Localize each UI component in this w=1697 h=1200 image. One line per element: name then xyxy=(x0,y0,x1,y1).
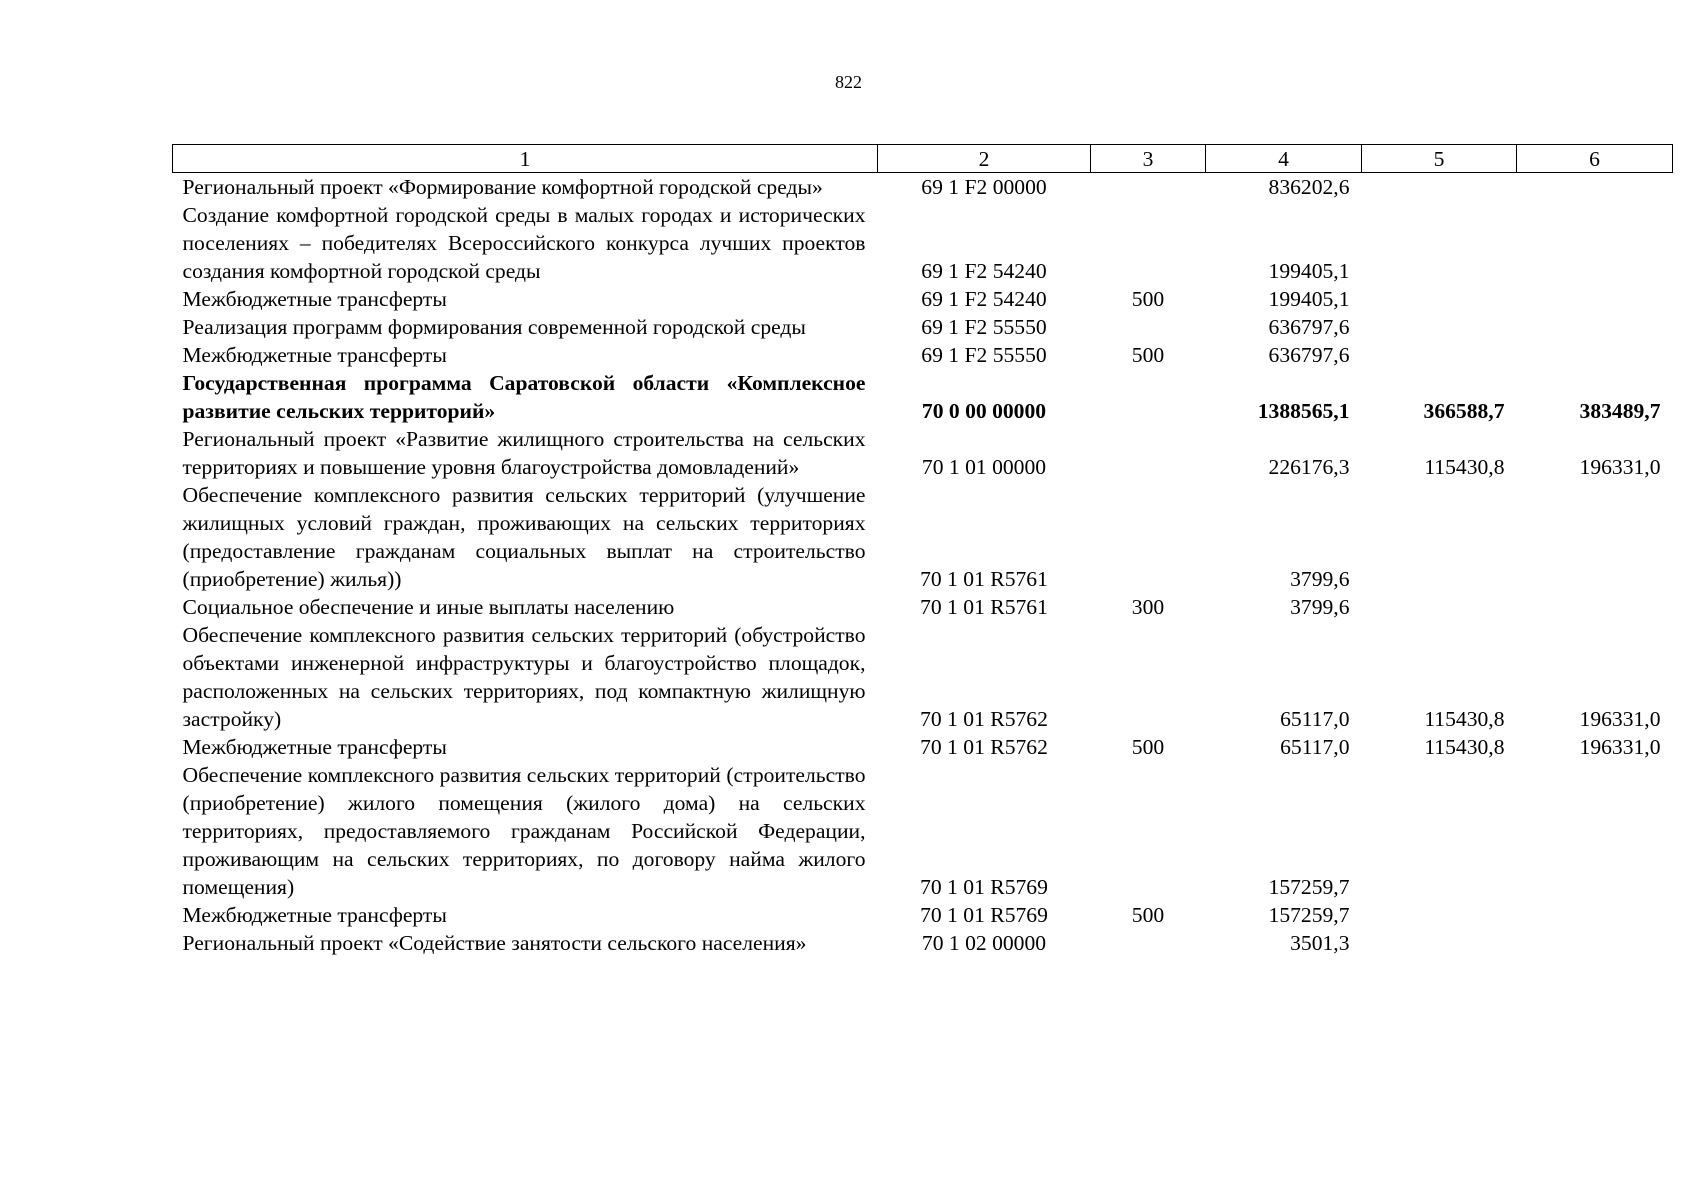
row-description: Межбюджетные трансферты xyxy=(182,287,447,311)
amount-column-5-cell xyxy=(1362,285,1517,313)
table-row xyxy=(173,621,1673,733)
amount-column-6-cell xyxy=(1517,593,1673,621)
amount-column-5-cell: 366588,7 xyxy=(1423,399,1505,423)
row-description: Межбюджетные трансферты xyxy=(182,903,447,927)
amount-column-4-cell: 3501,3 xyxy=(1290,931,1350,955)
table-row xyxy=(173,173,1673,202)
amount-column-4-cell: 199405,1 xyxy=(1268,287,1350,311)
expense-type-cell xyxy=(1091,369,1206,425)
row-description: Обеспечение комплексного развития сельских территорий (улучшение жилищных условий граждан, проживающих на сельских территориях (предоставление гражданам социальных выплат на строительство (приобретение) жилья)) xyxy=(182,483,866,591)
table-row xyxy=(173,593,1673,621)
expense-type-cell xyxy=(1091,481,1206,593)
column-header: 4 xyxy=(1206,145,1362,173)
table-row xyxy=(173,201,1673,285)
amount-column-6-cell xyxy=(1517,901,1673,929)
amount-column-5-cell xyxy=(1362,341,1517,369)
target-code-cell: 69 1 F2 00000 xyxy=(921,175,1047,199)
row-description: Создание комфортной городской среды в малых городах и исторических поселениях – победителях Всероссийского конкурса лучших проектов создания комфортной городской среды xyxy=(182,203,866,283)
row-description: Государственная программа Саратовской области «Комплексное развитие сельских территорий» xyxy=(182,371,866,423)
amount-column-4-cell: 157259,7 xyxy=(1268,903,1350,927)
column-header: 3 xyxy=(1091,145,1206,173)
table-row xyxy=(173,425,1673,481)
table-row xyxy=(173,285,1673,313)
row-description: Обеспечение комплексного развития сельских территорий (строительство (приобретение) жилого помещения (жилого дома) на сельских территориях, предоставляемого гражданам Российской Федерации, проживающим на сельских территориях, по договору найма жилого помещения) xyxy=(182,763,866,899)
amount-column-4-cell: 836202,6 xyxy=(1268,175,1350,199)
amount-column-4-cell: 157259,7 xyxy=(1268,875,1350,899)
row-description: Региональный проект «Развитие жилищного строительства на сельских территориях и повышение уровня благоустройства домовладений» xyxy=(182,427,866,479)
table-header xyxy=(173,145,1673,173)
table-row xyxy=(173,733,1673,761)
expense-type-cell xyxy=(1091,173,1206,202)
amount-column-5-cell xyxy=(1362,761,1517,901)
expense-type-cell xyxy=(1091,621,1206,733)
page-number: 822 xyxy=(835,72,862,92)
row-description: Социальное обеспечение и иные выплаты населению xyxy=(182,595,675,619)
column-header: 1 xyxy=(173,145,878,173)
target-code-cell: 69 1 F2 55550 xyxy=(921,315,1047,339)
amount-column-4-cell: 3799,6 xyxy=(1290,567,1350,591)
row-description: Реализация программ формирования современной городской среды xyxy=(182,315,806,339)
target-code-cell: 69 1 F2 54240 xyxy=(921,259,1047,283)
row-description: Региональный проект «Формирование комфортной городской среды» xyxy=(182,175,823,199)
table-row xyxy=(173,481,1673,593)
amount-column-5-cell xyxy=(1362,481,1517,593)
amount-column-6-cell xyxy=(1517,481,1673,593)
expense-type-cell xyxy=(1091,425,1206,481)
target-code-cell: 70 1 01 00000 xyxy=(921,455,1047,479)
expense-type-cell: 300 xyxy=(1131,595,1165,619)
target-code-cell: 70 1 01 R5762 xyxy=(920,735,1048,759)
target-code-cell: 70 1 01 R5761 xyxy=(920,595,1048,619)
amount-column-5-cell xyxy=(1362,201,1517,285)
expense-type-cell: 500 xyxy=(1131,287,1165,311)
expense-type-cell xyxy=(1091,761,1206,901)
expense-type-cell: 500 xyxy=(1131,735,1165,759)
row-description: Межбюджетные трансферты xyxy=(182,343,447,367)
amount-column-5-cell: 115430,8 xyxy=(1424,735,1505,759)
amount-column-4-cell: 3799,6 xyxy=(1290,595,1350,619)
column-header: 6 xyxy=(1517,145,1673,173)
amount-column-5-cell xyxy=(1362,929,1517,957)
amount-column-4-cell: 1388565,1 xyxy=(1257,399,1350,423)
amount-column-4-cell: 65117,0 xyxy=(1280,707,1350,731)
table-row xyxy=(173,341,1673,369)
column-header: 2 xyxy=(878,145,1091,173)
target-code-cell: 70 0 00 00000 xyxy=(921,399,1047,423)
amount-column-4-cell: 65117,0 xyxy=(1280,735,1350,759)
amount-column-6-cell: 196331,0 xyxy=(1579,455,1661,479)
amount-column-4-cell: 226176,3 xyxy=(1268,455,1350,479)
table-row xyxy=(173,901,1673,929)
amount-column-5-cell: 115430,8 xyxy=(1424,455,1505,479)
amount-column-6-cell xyxy=(1517,201,1673,285)
amount-column-6-cell xyxy=(1517,313,1673,341)
amount-column-6-cell: 383489,7 xyxy=(1579,399,1661,423)
target-code-cell: 70 1 01 R5769 xyxy=(920,875,1048,899)
amount-column-6-cell xyxy=(1517,929,1673,957)
expense-type-cell: 500 xyxy=(1131,903,1165,927)
row-description: Обеспечение комплексного развития сельских территорий (обустройство объектами инженерной инфраструктуры и благоустройство площадок, расположенных на сельских территориях, под компактную жилищную застройку) xyxy=(182,623,866,731)
expense-type-cell xyxy=(1091,201,1206,285)
target-code-cell: 70 1 01 R5762 xyxy=(920,707,1048,731)
amount-column-5-cell xyxy=(1362,173,1517,202)
table-row xyxy=(173,761,1673,901)
amount-column-6-cell xyxy=(1517,173,1673,202)
amount-column-5-cell xyxy=(1362,313,1517,341)
table-row xyxy=(173,369,1673,425)
target-code-cell: 69 1 F2 55550 xyxy=(921,343,1047,367)
amount-column-4-cell: 636797,6 xyxy=(1268,343,1350,367)
amount-column-6-cell: 196331,0 xyxy=(1579,735,1661,759)
amount-column-6-cell xyxy=(1517,341,1673,369)
table-row xyxy=(173,313,1673,341)
row-description: Региональный проект «Содействие занятости сельского населения» xyxy=(182,931,807,955)
amount-column-5-cell: 115430,8 xyxy=(1424,707,1505,731)
amount-column-5-cell xyxy=(1362,901,1517,929)
table-body xyxy=(173,173,1673,958)
target-code-cell: 70 1 01 R5769 xyxy=(920,903,1048,927)
target-code-cell: 70 1 02 00000 xyxy=(921,931,1047,955)
column-number-row xyxy=(173,145,1673,173)
table-row xyxy=(173,929,1673,957)
column-header: 5 xyxy=(1362,145,1517,173)
amount-column-6-cell xyxy=(1517,285,1673,313)
expense-type-cell: 500 xyxy=(1131,343,1165,367)
expense-type-cell xyxy=(1091,929,1206,957)
expense-type-cell xyxy=(1091,313,1206,341)
amount-column-4-cell: 199405,1 xyxy=(1268,259,1350,283)
target-code-cell: 70 1 01 R5761 xyxy=(920,567,1048,591)
budget-table xyxy=(172,144,1673,957)
amount-column-6-cell: 196331,0 xyxy=(1579,707,1661,731)
amount-column-4-cell: 636797,6 xyxy=(1268,315,1350,339)
target-code-cell: 69 1 F2 54240 xyxy=(921,287,1047,311)
amount-column-5-cell xyxy=(1362,593,1517,621)
amount-column-6-cell xyxy=(1517,761,1673,901)
row-description: Межбюджетные трансферты xyxy=(182,735,447,759)
